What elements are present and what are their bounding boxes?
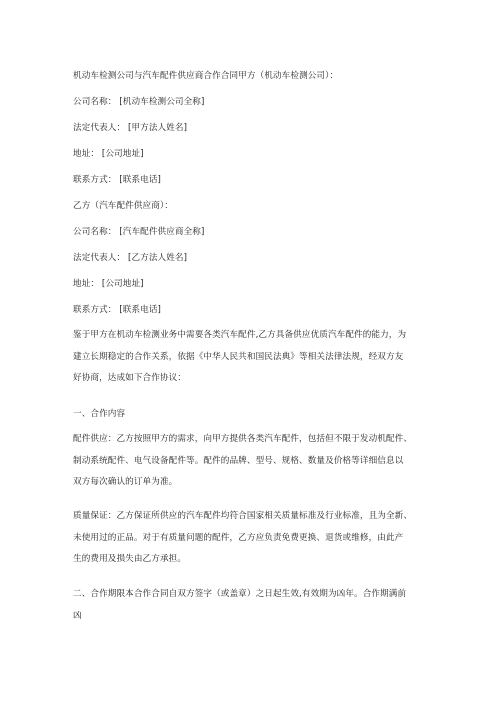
section-2-line: 二、合作期限本合作合同自双方签字（或盖章）之日起生效,有效期为凶年。合作期满前 bbox=[73, 589, 407, 599]
quality-clause-line: 质量保证：乙方保证所供应的汽车配件均符合国家相关质量标准及行业标准，且为全新、 bbox=[73, 511, 413, 521]
section-2-paragraph bbox=[73, 584, 433, 627]
preamble-line: 鉴于甲方在机动车检测业务中需要各类汽车配件,乙方具备供应优质汽车配件的能力，为 bbox=[73, 330, 407, 340]
quality-clause-line: 未使用过的正品。对于有质量问题的配件，乙方应负责免费更换、退货或维修，由此产 bbox=[73, 532, 404, 543]
party-a-address: 地址： [公司地址] bbox=[73, 149, 144, 159]
party-a-company-name: 公司名称： [机动车检测公司全称] bbox=[73, 97, 205, 107]
supply-clause-line: 制动系统配件、电气设备配件等。配件的品牌、型号、规格、数量及价格等详细信息以 bbox=[73, 455, 404, 466]
supply-clause-paragraph bbox=[73, 429, 433, 494]
party-b-company-name: 公司名称： [汽车配件供应商全称] bbox=[73, 227, 205, 237]
party-b-contact: 联系方式： [联系电话] bbox=[73, 305, 161, 315]
preamble-paragraph bbox=[73, 325, 433, 390]
document-title: 机动车检测公司与汽车配件供应商合作合同甲方（机动车检测公司）： bbox=[73, 71, 339, 81]
party-a-contact: 联系方式： [联系电话] bbox=[73, 175, 161, 185]
preamble-line: 建立长期稳定的合作关系，依据《中华人民共和国民法典》等相关法律法规，经双方友 bbox=[73, 351, 404, 362]
quality-clause-line: 生的费用及损失由乙方承担。 bbox=[73, 554, 187, 564]
supply-clause-line: 双方每次确认的订单为准。 bbox=[73, 477, 178, 487]
section-2-line: 凶 bbox=[73, 610, 82, 621]
quality-clause-paragraph bbox=[73, 506, 433, 571]
party-b-heading: 乙方（汽车配件供应商）： bbox=[73, 201, 174, 211]
preamble-line: 好协商，达成如下合作协议： bbox=[73, 373, 187, 383]
supply-clause-line: 配件供应：乙方按照甲方的需求，向甲方提供各类汽车配件，包括但不限于发动机配件、 bbox=[73, 434, 413, 444]
party-b-legal-rep: 法定代表人： [乙方法人姓名] bbox=[73, 253, 188, 263]
party-b-address: 地址： [公司地址] bbox=[73, 279, 144, 289]
section-1-heading: 一、合作内容 bbox=[73, 409, 126, 419]
party-a-legal-rep: 法定代表人： [甲方法人姓名] bbox=[73, 123, 188, 133]
